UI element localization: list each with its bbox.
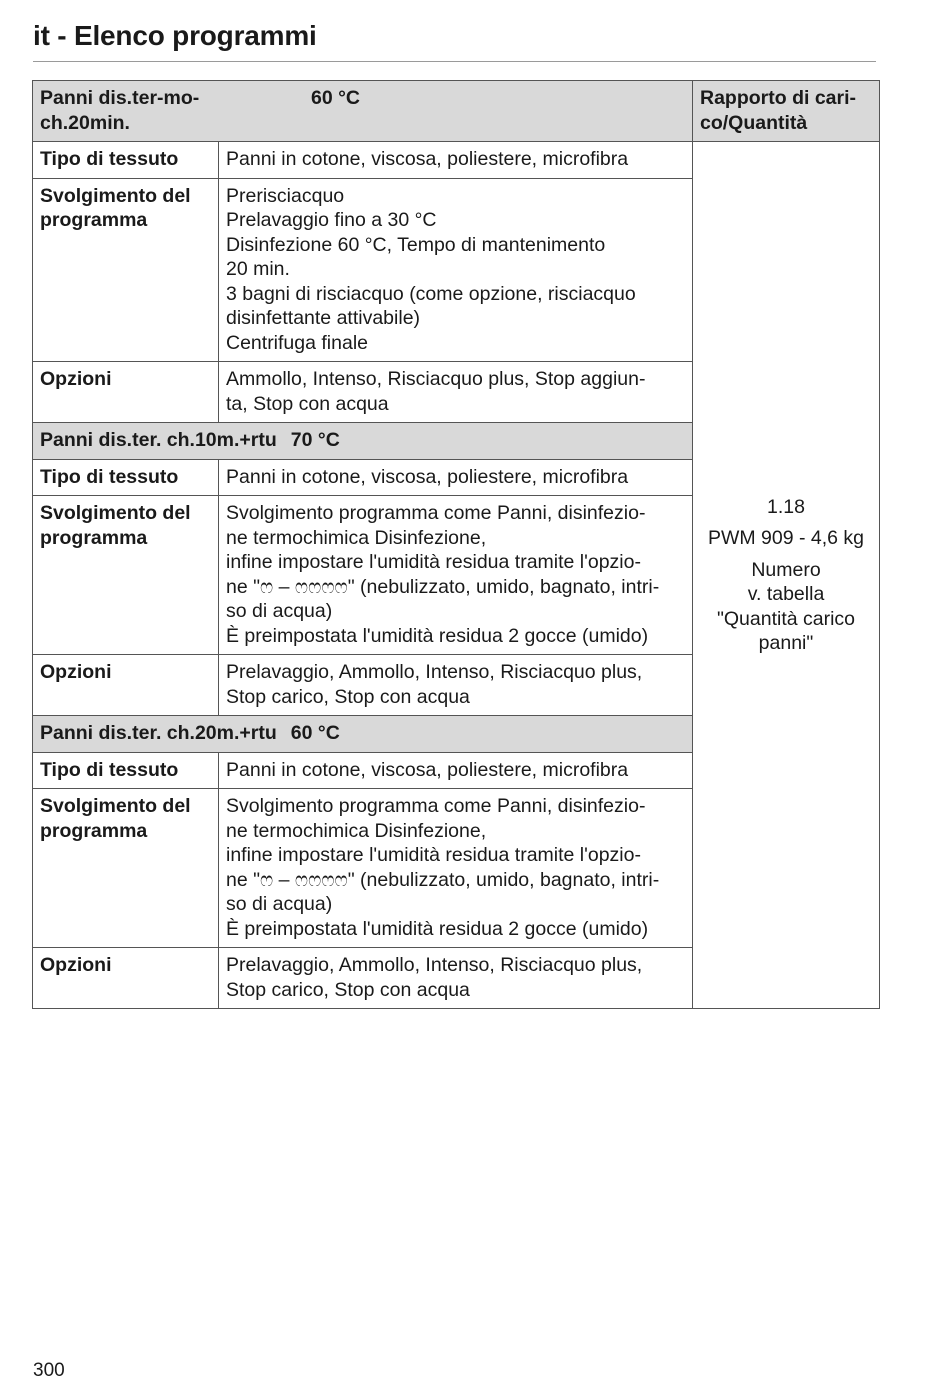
text-line: È preimpostata l'umidità residua 2 gocce (umido) [226, 917, 649, 940]
row-label: Opzioni [33, 655, 219, 716]
text-line: Numero [751, 558, 821, 581]
row-value [219, 178, 693, 362]
program-table-body [33, 81, 880, 1009]
text-line: Prelavaggio, Ammollo, Intenso, Risciacquo plus, [226, 954, 643, 976]
program-name-cell [33, 716, 693, 753]
table-row [33, 142, 880, 179]
page-title: it - Elenco programmi [33, 20, 317, 51]
text-line: Stop carico, Stop con acqua [226, 978, 470, 1001]
program-name-line: Panni dis.ter-mo- [40, 87, 200, 109]
text-line: Prelavaggio, Ammollo, Intenso, Risciacquo plus, [226, 661, 643, 683]
text-line: so di acqua) [226, 893, 333, 915]
row-label: Opzioni [33, 948, 219, 1009]
text-line: panni" [758, 632, 814, 654]
text-line: ne termochimica Disinfezione, [226, 526, 487, 549]
section-header-row [33, 81, 880, 142]
text-line: Svolgimento programma come Panni, disinfezio- [226, 795, 646, 817]
row-value [219, 655, 693, 716]
row-label: Svolgimento del programma [33, 178, 219, 362]
program-name: Panni dis.ter. ch.20m.+rtu [40, 722, 277, 744]
text-line: Disinfezione 60 °C, Tempo di mantenimento [226, 233, 606, 256]
text-line: Prerisciacquo [226, 184, 345, 207]
row-label: Tipo di tessuto [33, 459, 219, 496]
page-number: 300 [33, 1360, 65, 1381]
program-name-cell [33, 423, 693, 460]
text-line: Stop carico, Stop con acqua [226, 685, 470, 708]
row-value [219, 789, 693, 948]
text-line: ta, Stop con acqua [226, 392, 389, 415]
program-table [32, 80, 880, 1009]
text-line: "Quantità carico [716, 607, 856, 630]
text-line: infine impostare l'umidità residua tramite l'opzio- [226, 844, 641, 866]
text-line: infine impostare l'umidità residua tramite l'opzio- [226, 551, 641, 573]
row-label: Tipo di tessuto [33, 142, 219, 179]
text-line: v. tabella [747, 583, 825, 605]
row-value [219, 142, 693, 179]
ratio-model: PWM 909 - 4,6 kg [707, 527, 865, 549]
row-value [219, 496, 693, 655]
ratio-header [693, 81, 880, 142]
text-line: 3 bagni di risciacquo (come opzione, risciacquo [226, 282, 636, 305]
row-label: Svolgimento del programma [33, 789, 219, 948]
program-temperature: 70 °C [290, 429, 340, 451]
program-name-cell [33, 81, 693, 142]
ratio-header-line: Rapporto di cari- [700, 87, 857, 109]
ratio-number: 1.18 [767, 495, 805, 518]
text-line: disinfettante attivabile) [226, 307, 421, 329]
ratio-header-line: co/Quantità [700, 111, 808, 134]
ratio-cell [693, 142, 880, 1009]
program-name: Panni dis.ter. ch.10m.+rtu [40, 429, 277, 451]
text-line: Svolgimento programma come Panni, disinfezio- [226, 502, 646, 524]
row-value [219, 459, 693, 496]
text-line: Panni in cotone, viscosa, poliestere, microfibra [226, 148, 629, 170]
text-line: È preimpostata l'umidità residua 2 gocce (umido) [226, 624, 649, 647]
row-value [219, 948, 693, 1009]
text-line: ne "ෆ – ෆෆෆෆ" (nebulizzato, umido, bagnato, intri- [226, 575, 660, 598]
row-label: Tipo di tessuto [33, 752, 219, 789]
text-line: Panni in cotone, viscosa, poliestere, microfibra [226, 465, 629, 488]
text-line: 20 min. [226, 258, 290, 280]
row-label: Svolgimento del programma [33, 496, 219, 655]
row-value [219, 362, 693, 423]
row-value [219, 752, 693, 789]
title-divider [33, 61, 876, 62]
text-line: ne "ෆ – ෆෆෆෆ" (nebulizzato, umido, bagnato, intri- [226, 868, 660, 891]
text-line: so di acqua) [226, 600, 333, 622]
program-name-line: ch.20min. [40, 111, 130, 134]
text-line: Ammollo, Intenso, Risciacquo plus, Stop aggiun- [226, 368, 646, 390]
row-label: Opzioni [33, 362, 219, 423]
text-line: Prelavaggio fino a 30 °C [226, 209, 437, 231]
text-line: Centrifuga finale [226, 331, 369, 354]
text-line: ne termochimica Disinfezione, [226, 819, 487, 842]
text-line: Panni in cotone, viscosa, poliestere, microfibra [226, 758, 629, 781]
program-name [40, 86, 220, 135]
program-temperature: 60 °C [290, 722, 340, 744]
program-temperature: 60 °C [311, 87, 360, 109]
ratio-note [700, 558, 872, 656]
